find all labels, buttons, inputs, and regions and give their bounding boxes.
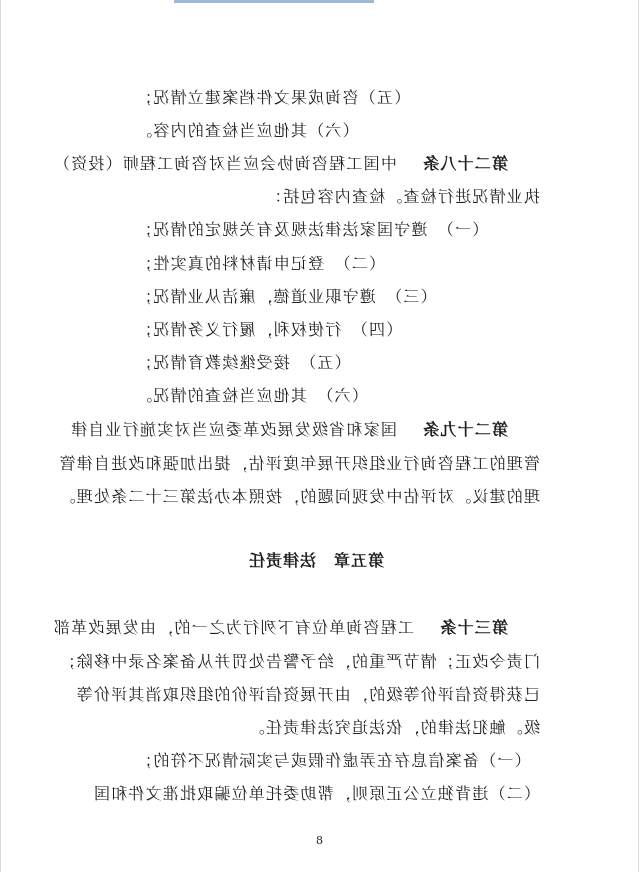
text-line: 执业情况进行检查。检查内容包括： — [264, 187, 540, 206]
text-line: 管理的工程咨询行业组织开展年度评估，提出加强和改进自律管 — [58, 454, 540, 473]
text-line: 级。触犯法律的，依法追究法律责任。 — [247, 718, 540, 737]
text-line: （一） 遵守国家法律法规及有关规定的情况； — [135, 220, 489, 239]
article-text: 中国工程咨询协会应当对咨询工程师（投资） — [52, 154, 397, 173]
text-line: （二） 登记申请材料的真实性； — [135, 254, 386, 273]
text-line: （三） 遵守职业道德，廉洁从业情况； — [135, 287, 437, 306]
chapter-title: 第五章 法律责任 — [247, 551, 384, 570]
text-line: 已获得资信评价等级的，由开展资信评价的组织取消其评价等 — [75, 685, 540, 704]
text-line: （六）其他应当检查的内容。 — [135, 121, 359, 140]
text-line: 理的建议。对评估中发现问题的，按照本办法第三十二条处理。 — [58, 487, 540, 506]
text-line: 门责令改正；情节严重的，给予警告处罚并从备案名录中移除； — [58, 652, 540, 671]
article-28 — [53, 154, 508, 174]
text-line: （六） 其他应当检查的情况。 — [135, 386, 368, 405]
article-29 — [70, 420, 508, 440]
text-line: （五） 接受继续教育情况； — [135, 353, 351, 372]
text-line: （一）备案信息存在弄虚作假或与实际情况不符的； — [135, 751, 531, 770]
article-heading: 第二十八条 — [421, 154, 508, 173]
text-line: （五）咨询成果文件档案建立情况； — [135, 88, 411, 107]
article-text: 国家和省级发展改革委应当对实施行业自律 — [70, 420, 397, 439]
article-heading: 第三十条 — [439, 618, 508, 637]
article-30 — [53, 618, 508, 638]
page-number: 8 — [316, 834, 323, 847]
text-line: （四） 行使权利，履行义务情况； — [135, 320, 403, 339]
article-text: 工程咨询单位有下列行为之一的，由发展改革部 — [52, 618, 415, 637]
text-line: （二）违背独立公正原则，帮助委托单位骗取批准文件和国 — [92, 784, 540, 803]
article-heading: 第二十九条 — [421, 420, 508, 439]
